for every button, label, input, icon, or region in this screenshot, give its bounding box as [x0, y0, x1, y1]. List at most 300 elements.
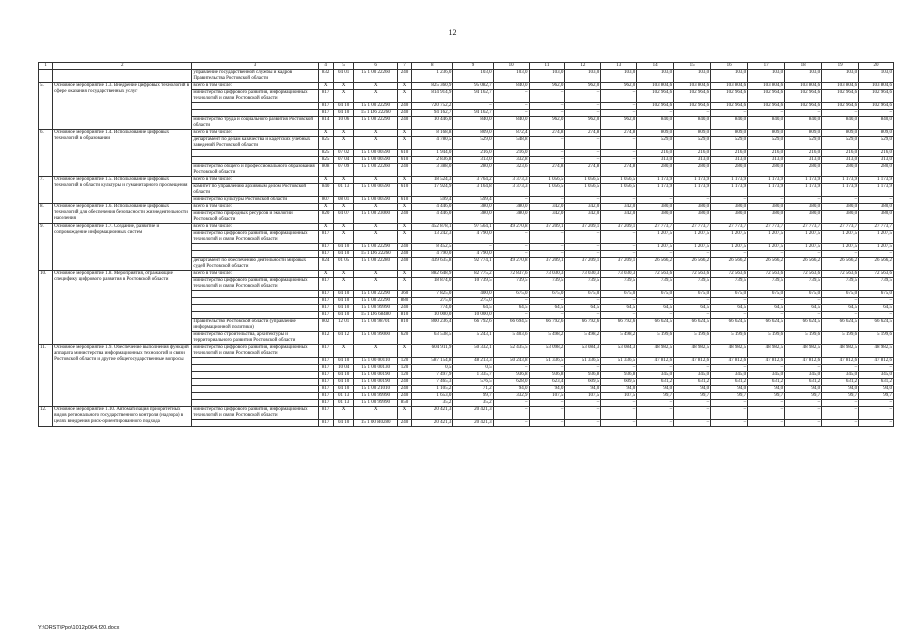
amount-cell: 274,8 — [601, 130, 637, 137]
code-cell: 15 1 00 22290 — [354, 117, 398, 130]
code-cell: 04 10 — [333, 386, 354, 393]
amount-cell: 840,0 — [785, 117, 822, 130]
amount-cell: 94,0 — [822, 386, 859, 393]
code-cell: 240 — [397, 117, 411, 130]
amount-cell: 1 173,9 — [674, 184, 711, 197]
amount-cell: 275,0 — [453, 298, 493, 305]
code-cell: 10 04 — [333, 365, 354, 372]
amount-cell: 216,0 — [748, 150, 785, 157]
amount-cell: 5 199,6 — [859, 332, 894, 345]
amount-cell: 675,0 — [859, 291, 894, 298]
amount-cell: 840,0 — [822, 117, 859, 130]
amount-cell: 275,0 — [412, 298, 453, 305]
amount-cell: – — [674, 365, 711, 372]
code-cell: 15 1 00 22290 — [354, 244, 398, 251]
executor-cell — [192, 305, 318, 312]
code-cell: 15 1 00 99990 — [354, 400, 398, 407]
code-cell: 812 — [318, 332, 333, 345]
amount-cell: – — [785, 365, 822, 372]
amount-cell: – — [637, 400, 674, 407]
executor-cell — [192, 372, 318, 379]
executor-cell: министерство цифрового развития, информационных технологий и связи Ростовской области — [192, 231, 318, 244]
amount-cell: – — [493, 197, 529, 204]
amount-cell: 47 812,6 — [637, 358, 674, 365]
amount-cell: 64,5 — [601, 305, 637, 312]
amount-cell: – — [565, 365, 601, 372]
code-cell: X — [318, 271, 333, 278]
amount-cell: – — [529, 110, 565, 117]
code-cell: 817 — [318, 407, 333, 420]
amount-cell: – — [637, 298, 674, 305]
amount-cell: 37 209,1 — [529, 224, 565, 231]
table-row — [39, 345, 894, 358]
amount-cell: 4 780,5 — [412, 137, 453, 150]
amount-cell: 72 563,6 — [674, 271, 711, 278]
amount-cell: 94 162,7 — [453, 90, 493, 103]
amount-cell: 936,8 — [529, 372, 565, 379]
amount-cell: 280,0 — [453, 164, 493, 177]
executor-cell: министерство цифрового развития, информационных технологий и связи Ростовской области — [192, 407, 318, 420]
amount-cell: 529,0 — [674, 137, 711, 150]
amount-cell: – — [529, 400, 565, 407]
amount-cell: 26 566,2 — [785, 258, 822, 271]
amount-cell: 13 242,3 — [412, 231, 453, 244]
amount-cell: 576,5 — [453, 379, 493, 386]
code-cell: 15 1 00 22260 — [354, 164, 398, 177]
code-cell: 15 1 00 00130 — [354, 365, 398, 372]
amount-cell: 3 373,3 — [493, 184, 529, 197]
amount-cell: 345,0 — [785, 372, 822, 379]
amount-cell: 216,0 — [674, 150, 711, 157]
amount-cell: 102 964,6 — [711, 103, 748, 110]
executor-cell — [192, 103, 318, 110]
amount-cell: 1 207,5 — [637, 244, 674, 251]
amount-cell: 739,5 — [711, 278, 748, 291]
activity-title: Основное мероприятие 1.9. Обеспечение выполнения функций аппарата министерства информационных технологий и связи Ростовской области и другие общегосударственные вопросы — [53, 345, 192, 407]
amount-cell: 26 566,2 — [748, 258, 785, 271]
amount-cell: – — [748, 420, 785, 427]
code-cell: 15 1 00 00190 — [354, 379, 398, 386]
amount-cell: 1 207,5 — [785, 244, 822, 251]
amount-cell: 380,0 — [785, 211, 822, 224]
amount-cell: 342,0 — [601, 204, 637, 211]
amount-cell: – — [493, 365, 529, 372]
code-cell: 15 1 00 22290 — [354, 103, 398, 110]
amount-cell: 10 000,0 — [453, 312, 493, 319]
amount-cell: 10 000,0 — [412, 312, 453, 319]
code-cell: 802 — [318, 319, 333, 332]
amount-cell: 675,0 — [822, 291, 859, 298]
executor-cell: министерство цифрового развития, информационных технологий и связи Ростовской области — [192, 345, 318, 358]
code-cell: 817 — [318, 312, 333, 319]
code-cell: 07 02 — [333, 150, 354, 157]
code-cell: 04 10 — [333, 372, 354, 379]
amount-cell: 95 082,7 — [453, 83, 493, 90]
amount-cell: 27 773,7 — [637, 224, 674, 231]
amount-cell: 10 446,0 — [412, 117, 453, 130]
column-number: 5 — [333, 63, 354, 70]
amount-cell: 342,0 — [529, 204, 565, 211]
amount-cell: 64,5 — [711, 305, 748, 312]
amount-cell: – — [822, 312, 859, 319]
code-cell: 610 — [397, 184, 411, 197]
amount-cell: – — [785, 400, 822, 407]
amount-cell: 774,0 — [412, 305, 453, 312]
amount-cell: 280,0 — [822, 164, 859, 177]
amount-cell: – — [822, 110, 859, 117]
amount-cell: – — [601, 150, 637, 157]
amount-cell: – — [601, 251, 637, 258]
amount-cell: – — [637, 312, 674, 319]
amount-cell: 7 497,9 — [412, 372, 453, 379]
amount-cell: 599,4 — [412, 197, 453, 204]
code-cell: 10 06 — [333, 117, 354, 130]
amount-cell: 380,0 — [674, 204, 711, 211]
amount-cell: 5 498,2 — [565, 332, 601, 345]
row-number: 6. — [39, 130, 53, 177]
amount-cell: 962,0 — [601, 83, 637, 90]
amount-cell: 103,0 — [711, 70, 748, 83]
amount-cell: 103,0 — [748, 70, 785, 83]
amount-cell: – — [529, 365, 565, 372]
amount-cell: – — [859, 420, 894, 427]
executor-cell — [192, 150, 318, 157]
amount-cell: 623,4 — [529, 379, 565, 386]
amount-cell: 380,0 — [674, 211, 711, 224]
code-cell: 817 — [318, 365, 333, 372]
column-number: 19 — [822, 63, 859, 70]
amount-cell: 380,0 — [637, 211, 674, 224]
amount-cell: 548,8 — [493, 137, 529, 150]
amount-cell: 47 812,6 — [785, 358, 822, 365]
amount-cell: 3 764,2 — [453, 177, 493, 184]
amount-cell: 936,8 — [565, 372, 601, 379]
code-cell: 04 10 — [333, 305, 354, 312]
amount-cell: 103,0 — [565, 70, 601, 83]
code-cell: 840 — [318, 184, 333, 197]
amount-cell: 48 982,5 — [637, 345, 674, 358]
code-cell: X — [354, 83, 398, 90]
amount-cell: 216,0 — [859, 150, 894, 157]
amount-cell: – — [637, 365, 674, 372]
code-cell: 240 — [397, 164, 411, 177]
amount-cell: 809,0 — [674, 130, 711, 137]
code-cell: 15 1 00 98701 — [354, 319, 398, 332]
executor-cell: комитет по управлению архивным делом Ростовской области — [192, 184, 318, 197]
amount-cell: 274,8 — [565, 164, 601, 177]
code-cell: 880 — [397, 298, 411, 305]
amount-cell: 64,5 — [529, 305, 565, 312]
amount-cell: – — [859, 110, 894, 117]
code-cell: 120 — [397, 365, 411, 372]
code-cell: 15 1 00 22290 — [354, 298, 398, 305]
amount-cell: 1 207,5 — [822, 244, 859, 251]
amount-cell: 4 790,0 — [412, 251, 453, 258]
amount-cell: 99,7 — [711, 393, 748, 400]
code-cell: X — [318, 224, 333, 231]
code-cell: X — [397, 407, 411, 420]
amount-cell: 64,5 — [674, 305, 711, 312]
amount-cell: – — [637, 197, 674, 204]
amount-cell: 66 792,6 — [529, 319, 565, 332]
code-cell: 817 — [318, 393, 333, 400]
column-number: 14 — [637, 63, 674, 70]
amount-cell: 313,0 — [785, 157, 822, 164]
amount-cell: – — [565, 251, 601, 258]
code-cell: 824 — [318, 258, 333, 271]
amount-cell: 66 792,6 — [453, 319, 493, 332]
amount-cell: 675,0 — [529, 291, 565, 298]
amount-cell: 280,0 — [785, 164, 822, 177]
amount-cell: 103,0 — [674, 70, 711, 83]
amount-cell: – — [565, 157, 601, 164]
amount-cell: 1 173,9 — [674, 177, 711, 184]
amount-cell: 739,5 — [637, 278, 674, 291]
amount-cell: 48 213,3 — [453, 358, 493, 365]
amount-cell: 27 773,7 — [711, 224, 748, 231]
code-cell: 15 1 00 99000 — [354, 332, 398, 345]
amount-cell: 1 173,9 — [711, 177, 748, 184]
amount-cell: 675,0 — [637, 291, 674, 298]
amount-cell: 102 964,6 — [785, 103, 822, 110]
amount-cell: 809,0 — [748, 130, 785, 137]
amount-cell: 380,0 — [493, 204, 529, 211]
amount-cell: 380,0 — [822, 211, 859, 224]
amount-cell: – — [711, 400, 748, 407]
amount-cell: 380,0 — [822, 204, 859, 211]
code-cell: X — [333, 407, 354, 420]
amount-cell: – — [822, 407, 859, 420]
amount-cell: 809,0 — [637, 130, 674, 137]
executor-cell: всего в том числе: — [192, 224, 318, 231]
code-cell: 04 10 — [333, 312, 354, 319]
executor-cell — [192, 379, 318, 386]
amount-cell: – — [785, 420, 822, 427]
code-cell: X — [333, 204, 354, 211]
code-cell: 817 — [318, 420, 333, 427]
amount-cell: – — [711, 197, 748, 204]
code-cell: 817 — [318, 372, 333, 379]
amount-cell: 216,0 — [785, 150, 822, 157]
row-number: 8. — [39, 204, 53, 224]
amount-cell: 800 236,4 — [412, 319, 453, 332]
amount-cell: 631,2 — [637, 379, 674, 386]
code-cell: 07 04 — [333, 157, 354, 164]
amount-cell: 37 209,1 — [565, 258, 601, 271]
amount-cell: – — [711, 251, 748, 258]
code-cell: 15 1 00 21010 — [354, 386, 398, 393]
table-row — [39, 130, 894, 137]
code-cell: 120 — [397, 372, 411, 379]
amount-cell: 380,0 — [493, 211, 529, 224]
amount-cell: 529,0 — [637, 137, 674, 150]
amount-cell: 35,2 — [453, 400, 493, 407]
amount-cell: – — [493, 407, 529, 420]
amount-cell: – — [822, 298, 859, 305]
code-cell: 825 — [318, 157, 333, 164]
column-number: 15 — [674, 63, 711, 70]
code-cell: 01 05 — [333, 258, 354, 271]
amount-cell: 280,0 — [859, 164, 894, 177]
code-cell: X — [318, 177, 333, 184]
column-number-row — [39, 63, 894, 70]
code-cell: 610 — [397, 157, 411, 164]
executor-cell: министерство строительства, архитектуры и территориального развития Ростовской области — [192, 332, 318, 345]
amount-cell: 94,0 — [493, 386, 529, 393]
code-cell: 04 10 — [333, 244, 354, 251]
amount-cell: 107,5 — [529, 393, 565, 400]
code-cell: 15 1 00 22290 — [354, 291, 398, 298]
amount-cell: 962,0 — [565, 117, 601, 130]
activity-title: Основное мероприятие 1.7. Создание, развитие и сопровождение информационных систем — [53, 224, 192, 271]
amount-cell: 380,0 — [785, 204, 822, 211]
amount-cell: 1 207,5 — [748, 244, 785, 251]
amount-cell: 66 624,5 — [785, 319, 822, 332]
amount-cell: 809,0 — [785, 130, 822, 137]
executor-cell — [192, 157, 318, 164]
executor-cell: департамент по обеспечению деятельности мировых судей Ростовской области — [192, 258, 318, 271]
amount-cell: – — [711, 298, 748, 305]
code-cell: 07 09 — [333, 164, 354, 177]
amount-cell: – — [601, 110, 637, 117]
amount-cell: – — [859, 312, 894, 319]
amount-cell: 27 773,7 — [822, 224, 859, 231]
activity-title: Основное мероприятие 1.5. Использование цифровых технологий в области культуры и гуманитарного просвещения — [53, 177, 192, 204]
activity-title — [53, 70, 192, 83]
amount-cell: 609,5 — [565, 379, 601, 386]
amount-cell: 1 173,9 — [785, 184, 822, 197]
amount-cell: 27 773,7 — [748, 224, 785, 231]
amount-cell: 52 435,5 — [493, 345, 529, 358]
amount-cell: 216,0 — [637, 150, 674, 157]
code-cell: 15 1 00 00590 — [354, 150, 398, 157]
amount-cell: – — [674, 110, 711, 117]
amount-cell: 739,5 — [785, 278, 822, 291]
amount-cell: 380,0 — [748, 211, 785, 224]
code-cell: 15 1 00 99990 — [354, 393, 398, 400]
amount-cell: 64,5 — [859, 305, 894, 312]
code-cell: X — [318, 130, 333, 137]
column-number: 2 — [53, 63, 192, 70]
amount-cell: 4 790,0 — [453, 231, 493, 244]
footer-path: Y:\ORST\Ppo\1012p064.f20.docx — [38, 625, 120, 631]
amount-cell: 342,0 — [529, 211, 565, 224]
amount-cell: 26 566,2 — [711, 258, 748, 271]
amount-cell: 840,0 — [711, 117, 748, 130]
code-cell: 04 10 — [333, 379, 354, 386]
amount-cell: – — [859, 298, 894, 305]
amount-cell: – — [674, 197, 711, 204]
amount-cell: 739,5 — [565, 278, 601, 291]
amount-cell: 94,0 — [748, 386, 785, 393]
code-cell: 240 — [397, 258, 411, 271]
amount-cell: – — [637, 110, 674, 117]
amount-cell: 47 812,6 — [711, 358, 748, 365]
executor-cell: управление государственной службы и кадров Правительства Ростовской области — [192, 70, 318, 83]
code-cell: 240 — [397, 70, 411, 83]
amount-cell: 48 982,5 — [822, 345, 859, 358]
amount-cell: 102 964,6 — [822, 103, 859, 110]
amount-cell: 26 566,2 — [674, 258, 711, 271]
amount-cell: – — [785, 197, 822, 204]
amount-cell: – — [493, 103, 529, 110]
amount-cell: 345,0 — [822, 372, 859, 379]
amount-cell: 962,0 — [529, 83, 565, 90]
amount-cell: – — [601, 231, 637, 244]
code-cell: X — [318, 83, 333, 90]
column-number: 12 — [565, 63, 601, 70]
amount-cell: – — [565, 244, 601, 251]
amount-cell: 82 775,2 — [453, 271, 493, 278]
row-number: 5. — [39, 83, 53, 130]
amount-cell: – — [529, 298, 565, 305]
page-number: 12 — [448, 28, 457, 37]
amount-cell: 73 030,3 — [529, 271, 565, 278]
amount-cell: 94 162,7 — [453, 110, 493, 117]
amount-cell: 1 236,0 — [412, 70, 453, 83]
amount-cell: 94,0 — [711, 386, 748, 393]
amount-cell: 72 563,6 — [785, 271, 822, 278]
code-cell: 820 — [318, 211, 333, 224]
code-cell: X — [354, 137, 398, 150]
amount-cell: 1 056,5 — [565, 177, 601, 184]
amount-cell: 739,5 — [529, 278, 565, 291]
code-cell: 12 01 — [333, 319, 354, 332]
amount-cell: 47 812,6 — [859, 358, 894, 365]
amount-cell: – — [565, 407, 601, 420]
code-cell: X — [333, 231, 354, 244]
amount-cell: 631,2 — [748, 379, 785, 386]
amount-cell: 102 964,6 — [674, 103, 711, 110]
amount-cell: 3 388,0 — [412, 164, 453, 177]
amount-cell: 51 336,5 — [601, 358, 637, 365]
amount-cell: 5 243,1 — [453, 332, 493, 345]
executor-cell: всего в том числе: — [192, 177, 318, 184]
amount-cell: 66 624,5 — [822, 319, 859, 332]
code-cell: X — [333, 224, 354, 231]
amount-cell: 936,8 — [601, 372, 637, 379]
amount-cell: 48 982,5 — [711, 345, 748, 358]
amount-cell: 739,5 — [822, 278, 859, 291]
amount-cell: 1 056,5 — [601, 184, 637, 197]
executor-cell: министерство культуры Ростовской области — [192, 197, 318, 204]
amount-cell: 439 635,8 — [412, 258, 453, 271]
amount-cell: – — [565, 312, 601, 319]
amount-cell: – — [748, 298, 785, 305]
table-row — [39, 224, 894, 231]
table-row — [39, 407, 894, 420]
amount-cell: 103,0 — [785, 70, 822, 83]
code-cell: X — [333, 345, 354, 358]
amount-cell: – — [565, 103, 601, 110]
amount-cell: 72 563,6 — [822, 271, 859, 278]
amount-cell: 94,0 — [785, 386, 822, 393]
code-cell: 04 10 — [333, 358, 354, 365]
amount-cell: 103 804,6 — [822, 83, 859, 90]
code-cell: 240 — [397, 393, 411, 400]
amount-cell: 5 199,6 — [822, 332, 859, 345]
amount-cell: 35,2 — [412, 400, 453, 407]
amount-cell: 342,0 — [565, 204, 601, 211]
amount-cell: – — [711, 420, 748, 427]
amount-cell: 1 173,9 — [859, 177, 894, 184]
amount-cell: 97 564,1 — [453, 224, 493, 231]
code-cell: 810 — [397, 319, 411, 332]
amount-cell: 631,2 — [822, 379, 859, 386]
amount-cell: – — [601, 137, 637, 150]
amount-cell: – — [859, 251, 894, 258]
amount-cell: 345,0 — [859, 372, 894, 379]
